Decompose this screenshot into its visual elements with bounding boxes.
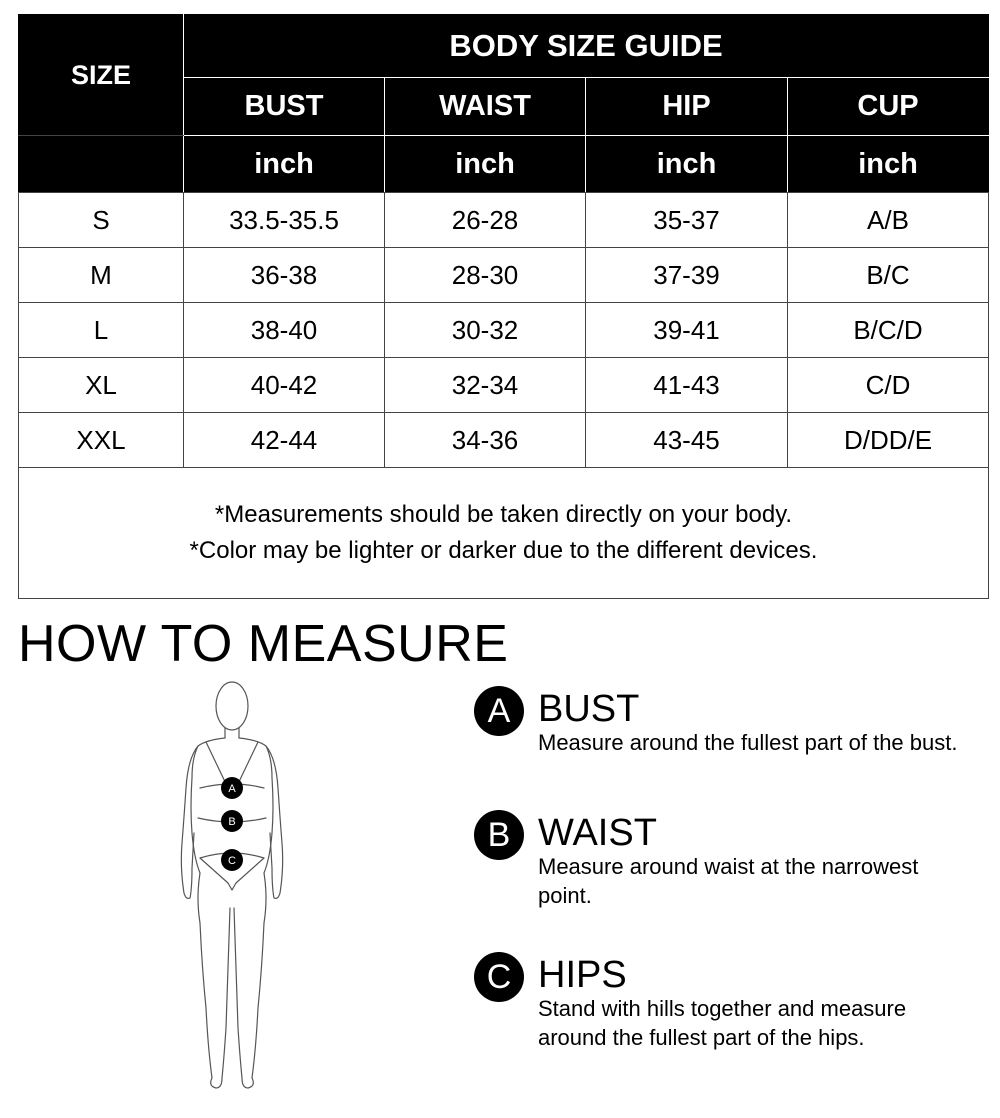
size-cell: M [19, 248, 184, 303]
measure-description: Stand with hills together and measure around the fullest part of the hips. [538, 996, 907, 1050]
table-row [19, 193, 989, 248]
bust-cell: 38-40 [184, 303, 385, 358]
hip-cell: 39-41 [586, 303, 788, 358]
table-row [19, 303, 989, 358]
hip-cell: 35-37 [586, 193, 788, 248]
waist-cell: 28-30 [385, 248, 586, 303]
how-to-measure-title: HOW TO MEASURE [18, 615, 509, 673]
unit-label: inch [586, 136, 788, 193]
column-header-bust: BUST [184, 78, 385, 136]
svg-text:A: A [228, 783, 236, 795]
bust-cell: 36-38 [184, 248, 385, 303]
unit-label: inch [385, 136, 586, 193]
cup-cell: B/C/D [788, 303, 989, 358]
table-row [19, 358, 989, 413]
letter-c-badge: C [474, 952, 524, 1002]
body-figure-illustration [170, 668, 310, 1093]
cup-cell: D/DD/E [788, 413, 989, 468]
note-color: *Color may be lighter or darker due to the different devices. [189, 537, 818, 564]
svg-text:B: B [228, 816, 236, 828]
unit-label: inch [184, 136, 385, 193]
size-column-header: SIZE [19, 15, 184, 136]
size-guide-table [18, 14, 989, 599]
waist-cell: 32-34 [385, 358, 586, 413]
column-header-cup: CUP [788, 78, 989, 136]
bust-cell: 33.5-35.5 [184, 193, 385, 248]
hip-cell: 43-45 [586, 413, 788, 468]
notes-cell [19, 468, 989, 599]
letter-b-badge: B [474, 810, 524, 860]
notes-row [19, 468, 989, 599]
cup-cell: C/D [788, 358, 989, 413]
measure-title: WAIST [538, 812, 657, 854]
table-row [19, 248, 989, 303]
hip-cell: 37-39 [586, 248, 788, 303]
measure-title: BUST [538, 688, 640, 730]
figure-marker-a [221, 777, 243, 799]
size-cell: XL [19, 358, 184, 413]
hip-cell: 41-43 [586, 358, 788, 413]
measure-description: Measure around waist at the narrowest point. [538, 854, 919, 908]
figure-marker-c [221, 849, 243, 871]
waist-cell: 30-32 [385, 303, 586, 358]
bust-cell: 42-44 [184, 413, 385, 468]
size-cell: L [19, 303, 184, 358]
column-header-hip: HIP [586, 78, 788, 136]
table-title: BODY SIZE GUIDE [184, 15, 989, 78]
size-cell: XXL [19, 413, 184, 468]
note-measurement: *Measurements should be taken directly on your body. [214, 501, 793, 528]
letter-a-badge: A [474, 686, 524, 736]
cup-cell: B/C [788, 248, 989, 303]
waist-cell: 34-36 [385, 413, 586, 468]
table-row [19, 413, 989, 468]
unit-spacer [19, 136, 184, 193]
figure-marker-b [221, 810, 243, 832]
bust-cell: 40-42 [184, 358, 385, 413]
measure-title: HIPS [538, 954, 627, 996]
svg-text:C: C [228, 855, 236, 867]
column-header-waist: WAIST [385, 78, 586, 136]
waist-cell: 26-28 [385, 193, 586, 248]
cup-cell: A/B [788, 193, 989, 248]
size-cell: S [19, 193, 184, 248]
measure-description: Measure around the fullest part of the bust. [538, 730, 958, 755]
unit-label: inch [788, 136, 989, 193]
